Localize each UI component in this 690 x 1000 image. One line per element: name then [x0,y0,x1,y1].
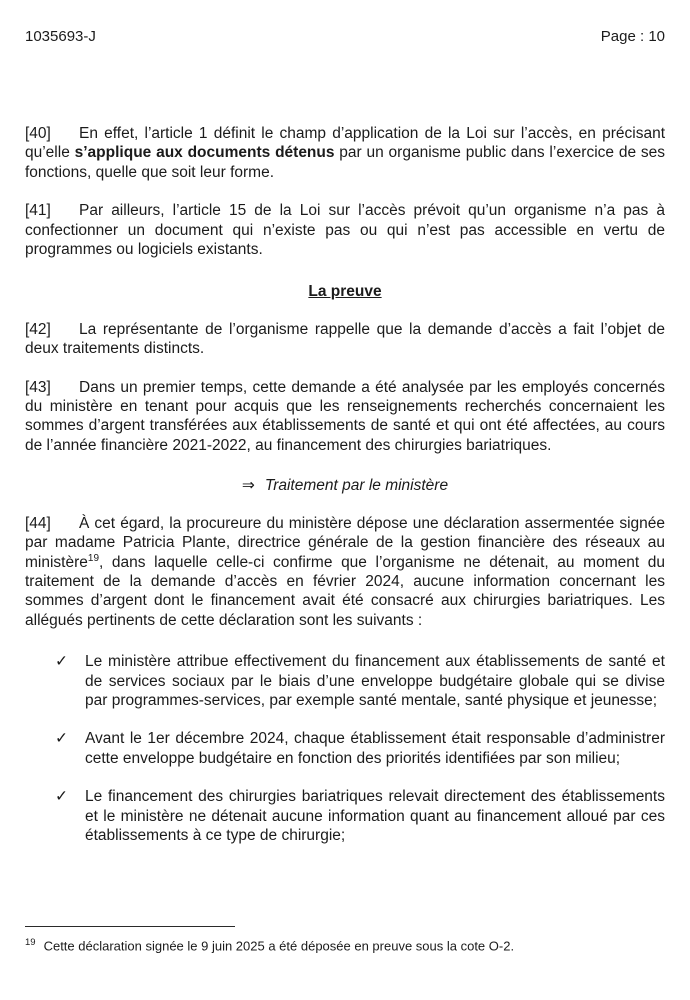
paragraph-41-number: [41] [25,202,51,220]
paragraph-44-text: À cet égard, la procureure du ministère dépose une déclaration assermentée signée par madame Patricia Plante, directrice générale de la gestion financière des réseaux au ministère [25,514,665,571]
footnote-area [25,926,665,954]
footnote-reference-19: 19 [87,552,100,564]
paragraph-40-number: [40] [25,125,51,142]
footnote-19 [25,934,665,954]
allegation-list [55,652,665,845]
paragraph-40-bold-text: s’applique aux documents détenus [74,144,335,162]
document-body [25,124,665,864]
list-item [55,729,665,768]
paragraph-40-text-after: par un organisme public dans l’exercice de ses fonctions, quelle que soit leur forme. [25,144,665,181]
sub-heading-traitement [25,476,665,495]
sub-heading-text: Traitement par le ministère [264,477,449,495]
checkmark-icon: ✓ [55,653,68,671]
list-item-text: Le financement des chirurgies bariatriques relevait directement des établissements et le ministère ne détenait aucune information quant au financement alloué par ces établissements à ce type de chirurgie; [85,788,665,844]
paragraph-42-text: La représentante de l’organisme rappelle que la demande d’accès a fait l’objet de deux traitements distincts. [25,320,665,358]
paragraph-41-text: Par ailleurs, l’article 15 de la Loi sur l’accès prévoit qu’un organisme n’a pas à confectionner un document qui n’existe pas ou qui n’est pas accessible en vertu de programmes ou logiciels existants. [25,202,665,259]
paragraph-41 [25,201,665,259]
paragraph-44-text-after: , dans laquelle celle-ci confirme que l’organisme ne détenait, au moment du traitement de la demande d’accès en février 2024, aucune information concernant les sommes d’argent dont le financement avait été consacré aux chirurgies bariatriques. Les allégués pertinents de cette déclaration sont les suivants : [25,553,665,629]
paragraph-40-text: En effet, l’article 1 définit le champ d’application de la Loi sur l’accès, en précisant qu’elle [25,125,665,162]
paragraph-44-number: [44] [25,514,51,532]
list-item [55,652,665,710]
footnote-separator [25,926,235,927]
list-item [55,787,665,845]
document-number: 1035693-J [25,28,96,45]
paragraph-43-number: [43] [25,378,51,396]
paragraph-44 [25,514,665,630]
checkmark-icon: ✓ [55,788,68,806]
footnote-19-number: 19 [25,937,36,948]
page-number-label: Page : 10 [600,28,665,45]
paragraph-43 [25,378,665,456]
list-item-text: Le ministère attribue effectivement du financement aux établissements de santé et de services sociaux par le biais d’une enveloppe budgétaire globale qui se divise par programmes-services, par exemple santé mentale, santé physique et jeunesse; [85,653,665,709]
double-arrow-icon: ⇒ [241,477,255,495]
paragraph-42 [25,320,665,359]
section-heading-la-preuve [25,282,665,301]
page-header [25,27,665,46]
paragraph-42-number: [42] [25,320,51,338]
footnote-19-text: Cette déclaration signée le 9 juin 2025 a été déposée en preuve sous la cote O-2. [43,938,515,954]
section-heading-text: La preuve [308,283,382,301]
paragraph-40 [25,124,665,182]
list-item-text: Avant le 1er décembre 2024, chaque établissement était responsable d’administrer cette enveloppe budgétaire en fonction des priorités identifiées par son milieu; [85,730,665,767]
checkmark-icon: ✓ [55,730,68,748]
paragraph-43-text: Dans un premier temps, cette demande a été analysée par les employés concernés du ministère en tenant pour acquis que les renseignements recherchés concernaient les sommes d’argent transférées aux établissements de santé et qui ont été affectées, au cours de l’année financière 2021-2022, au financement des chirurgies bariatriques. [25,378,665,454]
